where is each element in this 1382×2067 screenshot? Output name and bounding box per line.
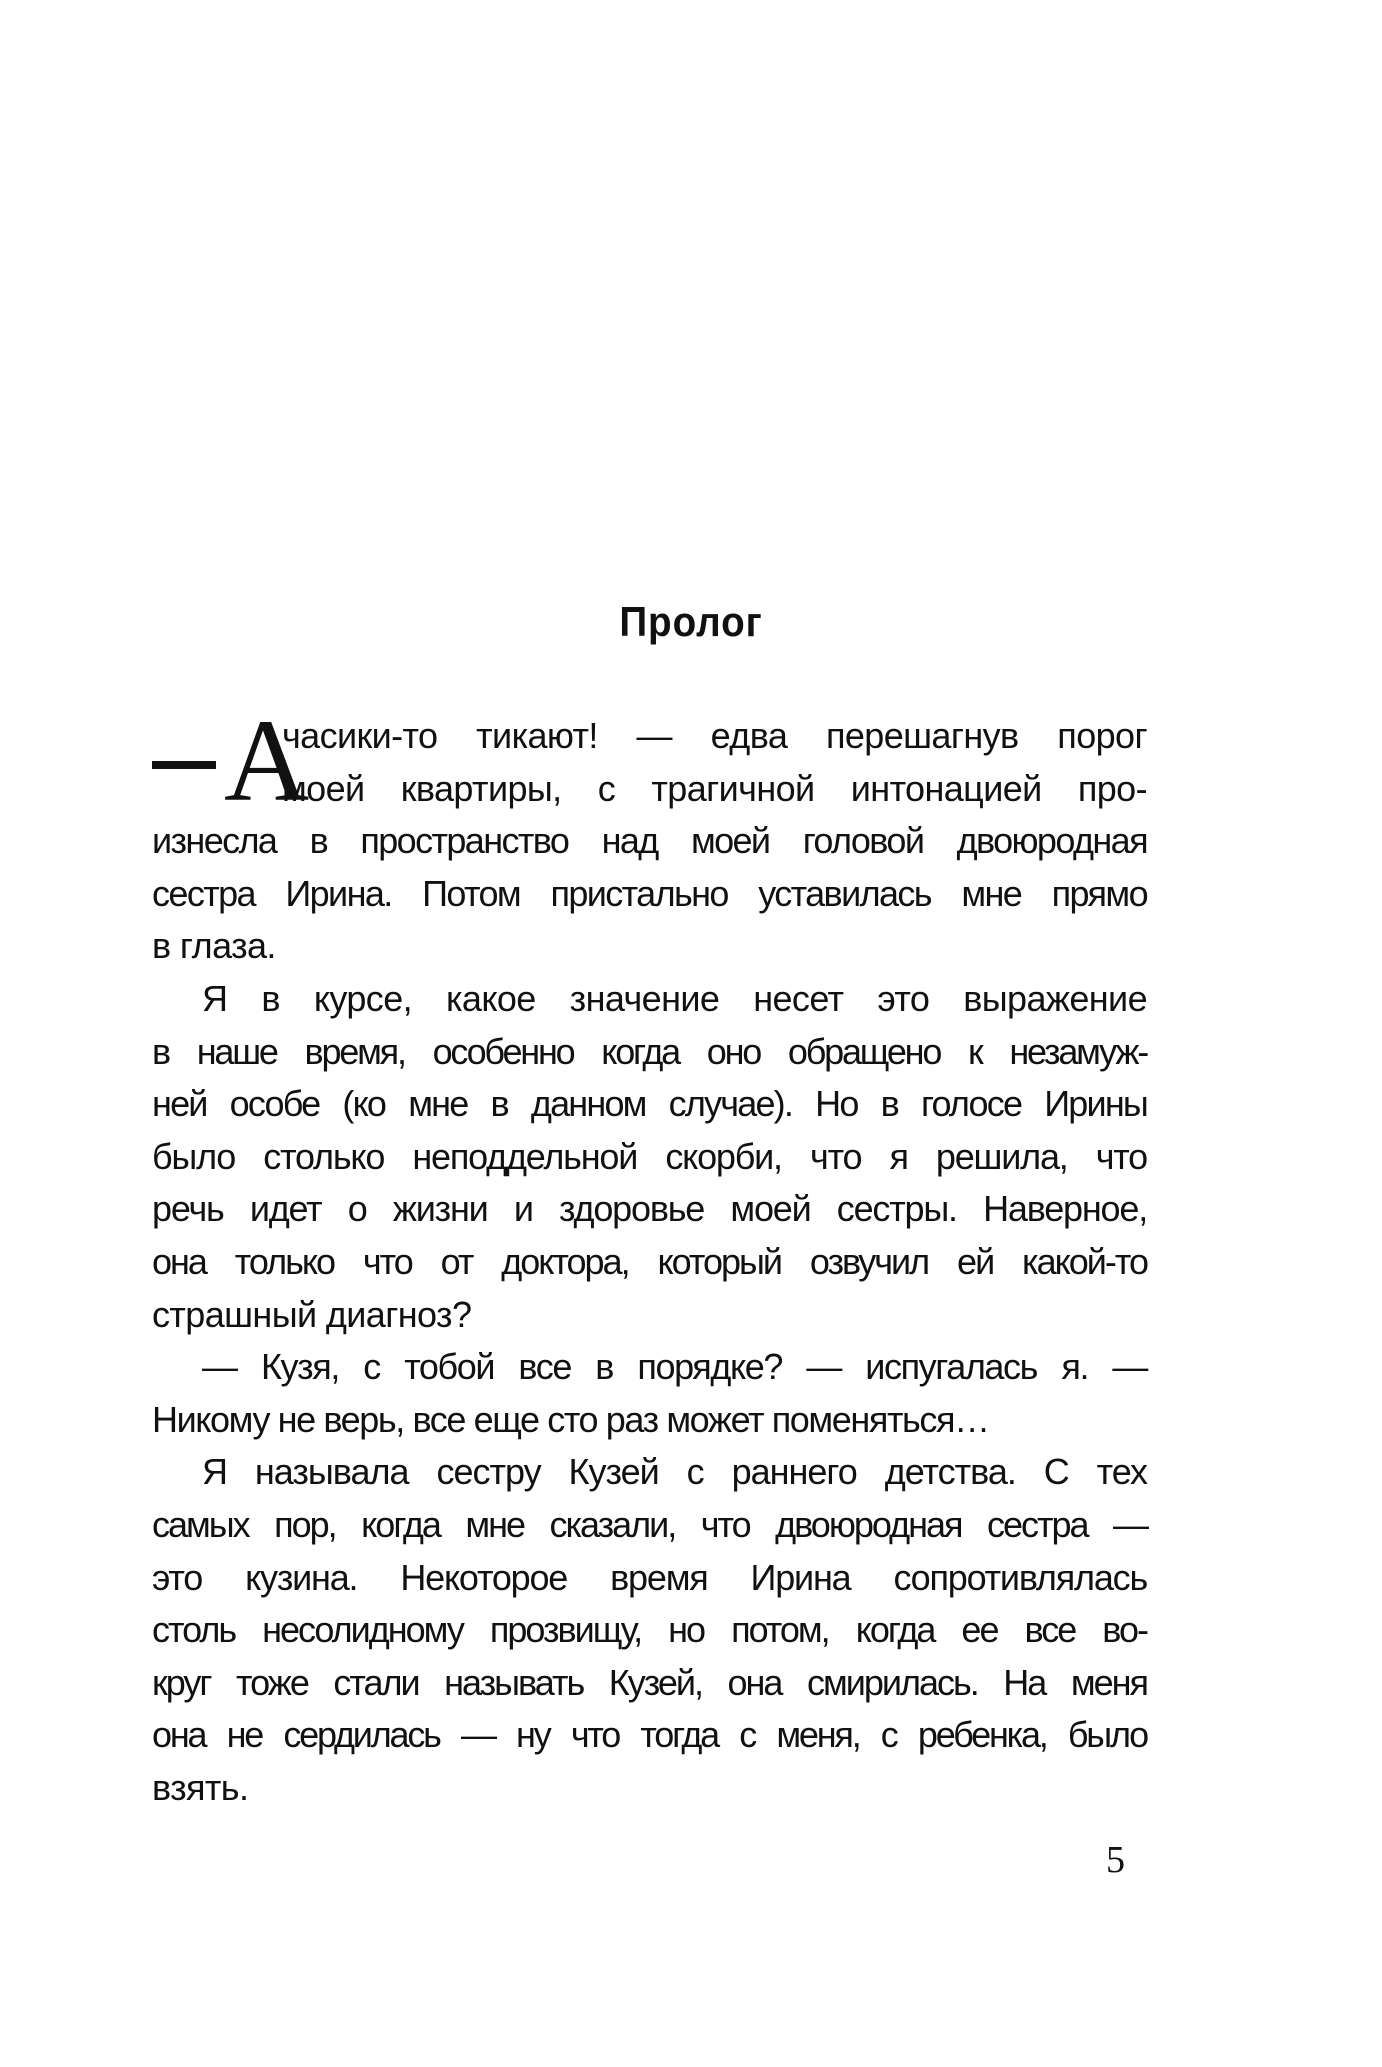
text-line: — Кузя, с тобой все в порядке? — испугалась я. — xyxy=(202,1346,1147,1388)
text-line: моей квартиры, с трагичной интонацией про- xyxy=(282,767,1147,809)
dropcap-letter: А xyxy=(224,695,310,826)
body-text xyxy=(152,695,1147,1814)
text-line: это кузина. Некоторое время Ирина сопротивлялась xyxy=(152,1556,1147,1598)
text-line: круг тоже стали называть Кузей, она смирилась. На меня xyxy=(152,1661,1147,1703)
text-line: в наше время, особенно когда оно обращено к незамуж- xyxy=(152,1030,1147,1072)
text-line: А часики-то тикают! — едва перешагнув порог xyxy=(152,710,1147,763)
text-line: сестра Ирина. Потом пристально уставилась мне прямо xyxy=(152,872,1147,914)
text-line: самых пор, когда мне сказали, что двоюродная сестра — xyxy=(152,1503,1147,1545)
page-number: 5 xyxy=(1106,1839,1125,1881)
text-line: в глаза. xyxy=(152,925,276,967)
text-line: изнесла в пространство над моей головой двоюродная xyxy=(152,820,1147,862)
text-line: было столько неподдельной скорби, что я решила, что xyxy=(152,1135,1147,1177)
text-line: страшный диагноз? xyxy=(152,1293,472,1335)
text-line: взять. xyxy=(152,1766,249,1808)
text-line: она не сердилась — ну что тогда с меня, с ребенка, было xyxy=(152,1714,1147,1756)
text-line: речь идет о жизни и здоровье моей сестры. Наверное, xyxy=(152,1188,1147,1230)
text-line: ней особе (ко мне в данном случае). Но в голосе Ирины xyxy=(152,1083,1147,1125)
text-line: она только что от доктора, который озвучил ей какой-то xyxy=(152,1240,1147,1282)
chapter-title: Пролог xyxy=(619,598,763,645)
text-line: Я в курсе, какое значение несет это выражение xyxy=(202,977,1147,1019)
text-line: Никому не верь, все еще сто раз может поменяться… xyxy=(152,1398,989,1440)
text-line: Я называла сестру Кузей с раннего детства. С тех xyxy=(202,1451,1147,1493)
text-line: столь несолидному прозвищу, но потом, когда ее все во- xyxy=(152,1609,1147,1651)
